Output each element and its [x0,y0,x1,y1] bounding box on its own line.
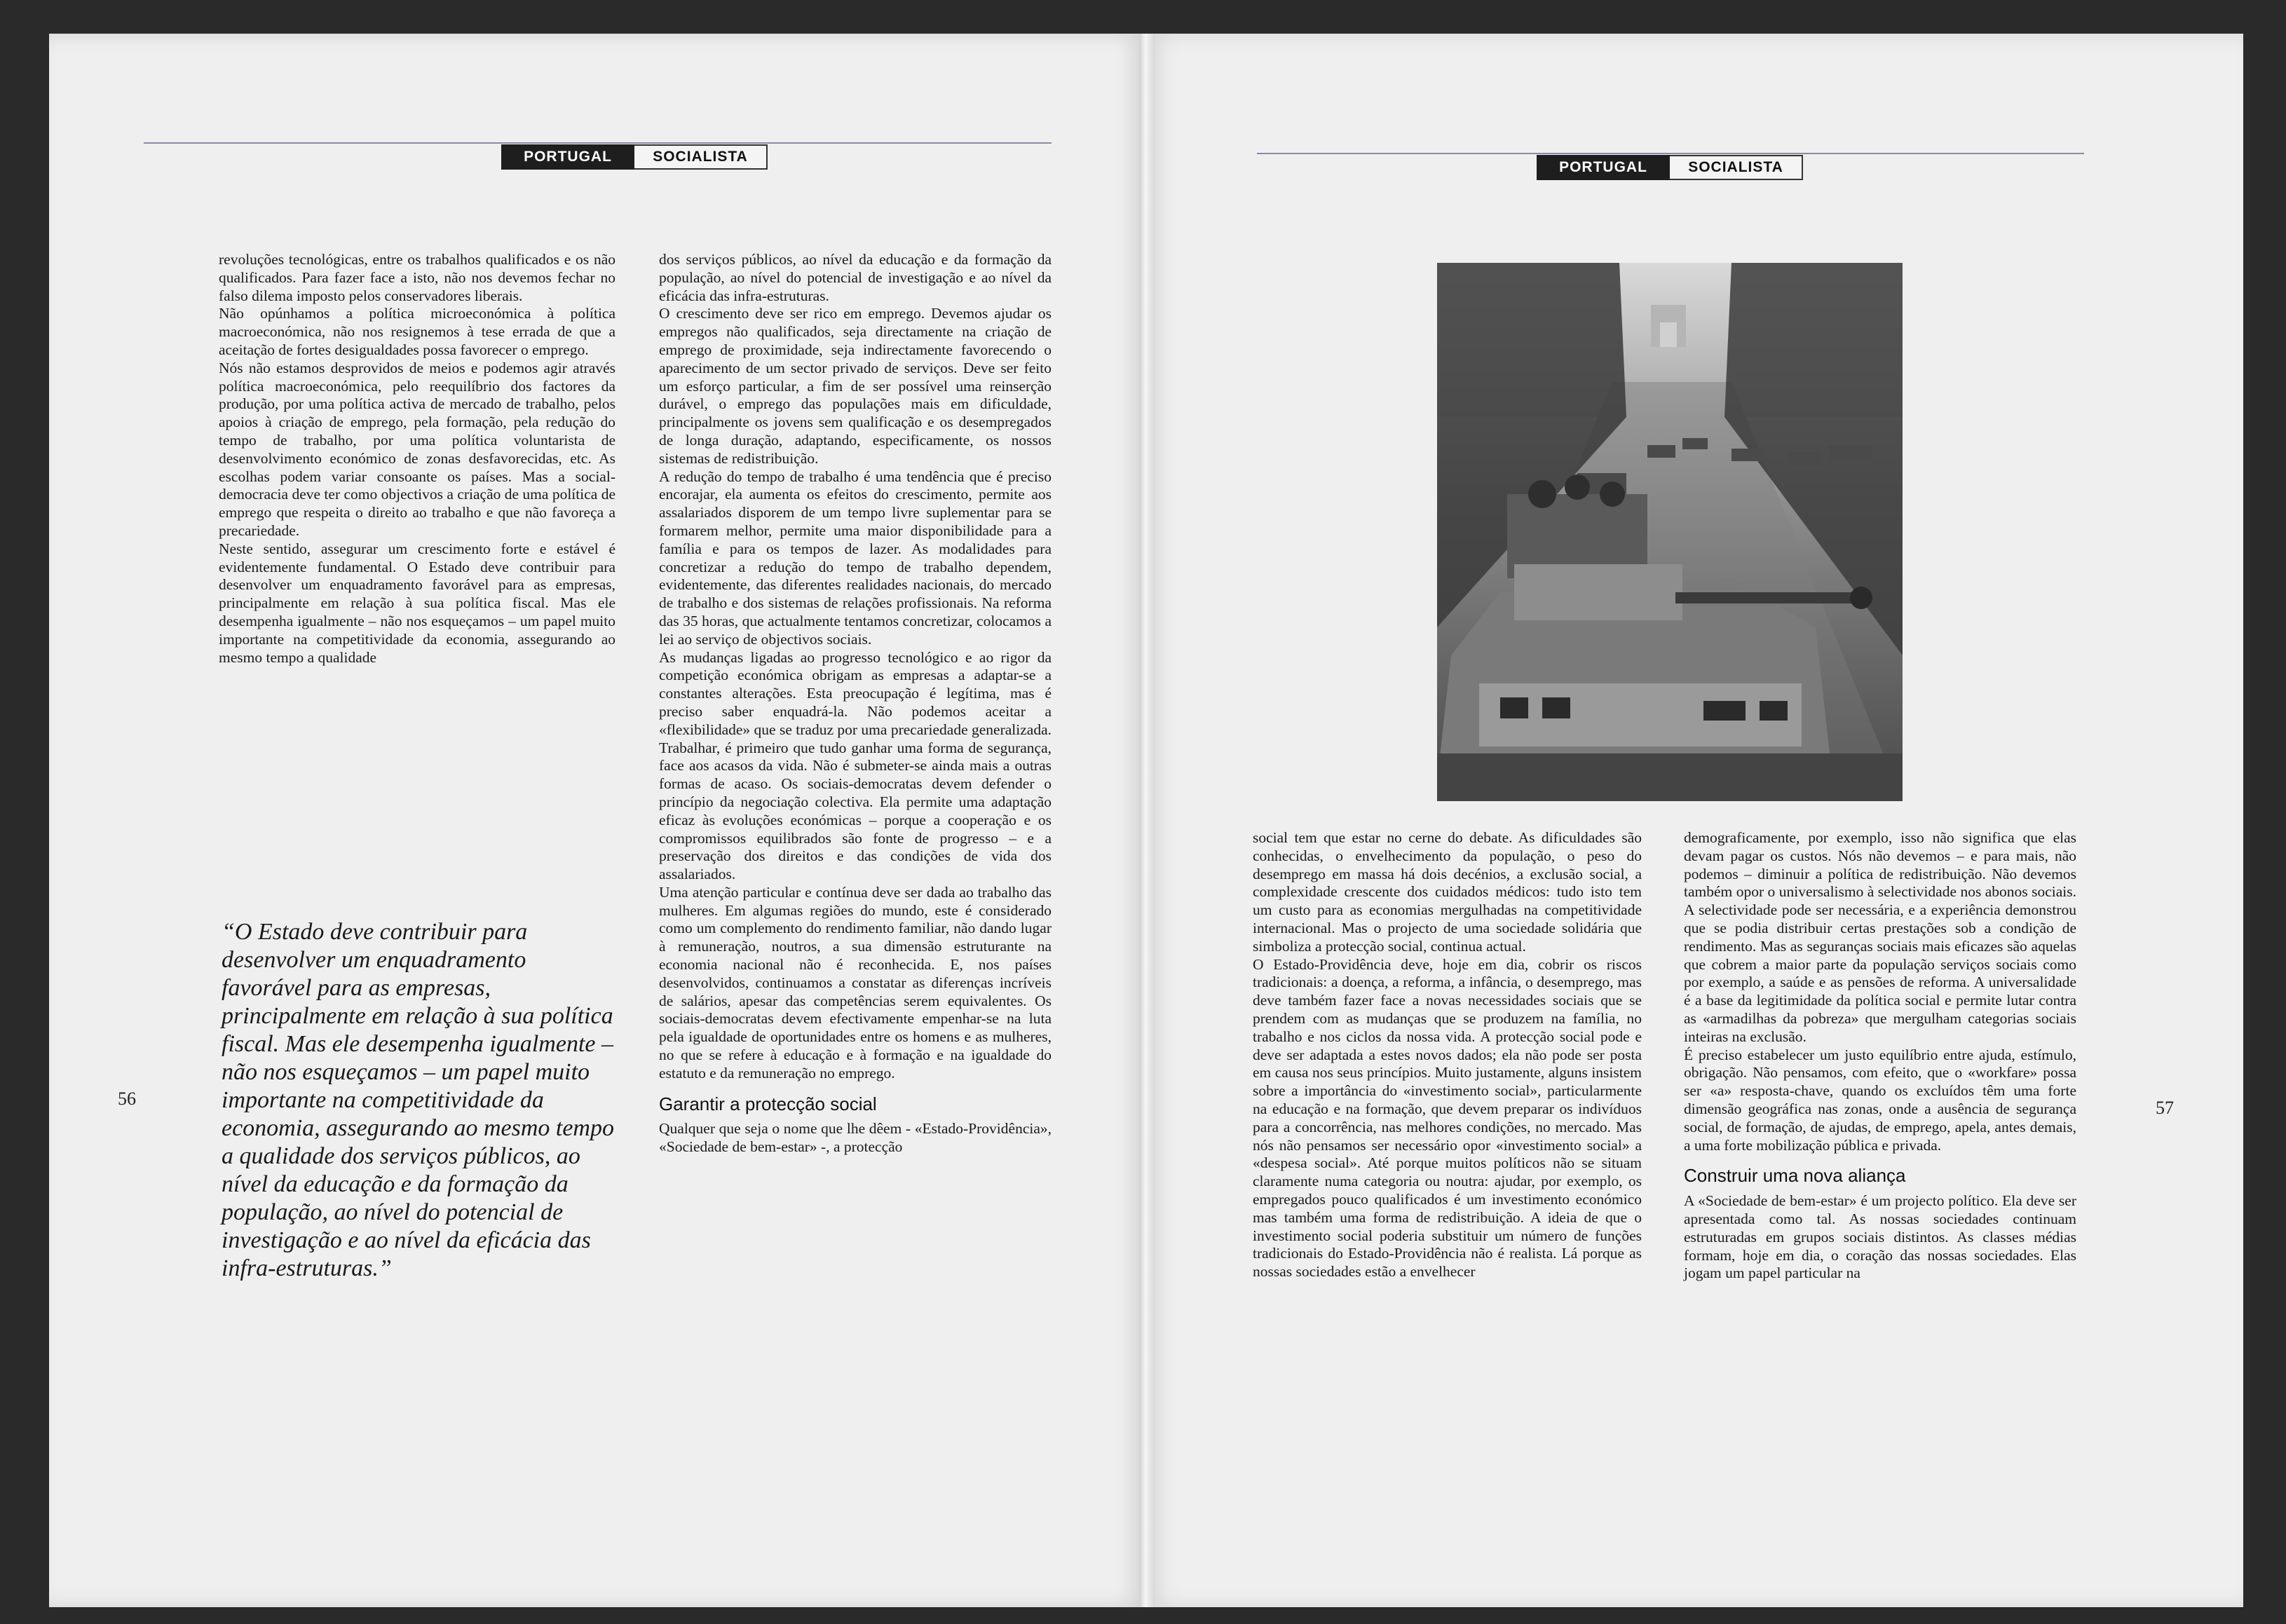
paragraph: As mudanças ligadas ao progresso tecnológico e ao rigor da competição económica obrigam as empresas a adaptar-se a constantes alterações. Esta preocupação é legítima, mas é preciso saber enquadrá-la. Não podemos aceitar a «flexibilidade» que se traduz por uma precariedade generalizada. Trabalhar, é primeiro que tudo ganhar uma forma de segurança, face aos acasos da vida. Não é submeter-se ainda mais a outras formas de acaso. Os sociais-democratas devem defender o princípio da negociação colectiva. Ela permite uma adaptação eficaz às evoluções económicas – porque a cooperação e os compromissos equilibrados são fonte de progresso – e a preservação dos direitos e das condições de vida dos assalariados. [659,648,1052,883]
right-column-2 [1684,829,2076,1283]
paragraph: A redução do tempo de trabalho é uma tendência que é preciso encorajar, ela aumenta os efeitos do crescimento, permite aos assalariados disporem de um tempo livre suplementar para se formarem melhor, permite uma maior disponibilidade para a família e para os tempos de lazer. As modalidades para concretizar a redução do tempo de trabalho dependem, evidentemente, das diferentes realidades nacionais, do mercado de trabalho e dos sistemas de relações profissionais. Na reforma das 35 horas, que actualmente tentamos concretizar, colocamos a lei ao serviço de objectivos sociais. [659,468,1052,648]
header-brand-portugal: PORTUGAL [1537,155,1670,180]
section-heading: Garantir a protecção social [659,1093,877,1114]
header-rule-left [144,142,1052,144]
paragraph: social tem que estar no cerne do debate. As dificuldades são conhecidas, o envelhecimento da população, o peso do desemprego em massa há dois decénios, a exclusão social, a complexidade crescente dos cuidados médicos: tudo isto tem um custo para as economias mergulhadas na competitividade internacional. Mas o projecto de uma sociedade solidária que simboliza a protecção social, continua actual. [1253,829,1642,955]
paragraph: demograficamente, por exemplo, isso não significa que elas devam pagar os custos. Nós não devemos – e para mais, não podemos – diminuir a política de redistribuição. Não devemos também opor o universalismo à selectividade nos abonos sociais. A selectividade pode ser necessária, e a experiência demonstrou que se podia distribuir certas prestações sob a condição de rendimento. Mas as seguranças sociais mais eficazes são aquelas que cobrem a maior parte da população serviços sociais como por exemplo, a saúde e as pensões de reforma. A universalidade é a base da legitimidade da política social e permite lutar contra as «armadilhas da pobreza» que mergulham categorias sociais inteiras na exclusão. [1684,829,2076,1045]
paragraph: A «Sociedade de bem-estar» é um projecto político. Ela deve ser apresentada como tal. As nossas sociedades continuam estruturadas em grupos sociais distintos. As classes médias formam, hoje em dia, o coração das nossas sociedades. Elas jogam um papel particular na [1684,1192,2076,1282]
paragraph: Qualquer que seja o nome que lhe dêem - «Estado-Providência», «Sociedade de bem-estar» -, a protecção [659,1120,1052,1156]
paragraph: O crescimento deve ser rico em emprego. Devemos ajudar os empregos não qualificados, seja directamente na criação de emprego de proximidade, seja indirectamente favorecendo o aparecimento de um sector privado de serviços. Deve ser feito um esforço particular, a fim de ser possível uma reinserção durável, o emprego das populações mais em dificuldade, principalmente os jovens sem qualificação e os desempregados de longa duração, adaptando, especificamente, os nossos sistemas de redistribuição. [659,305,1052,467]
header-brand-socialista: SOCIALISTA [1670,155,1803,180]
paragraph: dos serviços públicos, ao nível da educação e da formação da população, ao nível do potencial de investigação e ao nível da eficácia das infra-estruturas. [659,251,1052,304]
header-rule-right [1257,153,2084,154]
left-column-1 [219,251,615,667]
paragraph: Nós não estamos desprovidos de meios e podemos agir através política macroeconómica, pelo reequilíbrio dos factores da produção, por uma política activa de mercado de trabalho, pelos apoios à criação de emprego, pela formação, pela redução do tempo de trabalho, por uma política voluntarista de desenvolvimento económico de zonas desfavorecidas, etc. As escolhas podem variar consoante os países. Mas a social-democracia deve ter como objectivos a criação de uma política de emprego que respeita o direito ao trabalho e que não favoreça a precariedade. [219,359,615,539]
paragraph: O Estado-Providência deve, hoje em dia, cobrir os riscos tradicionais: a doença, a reforma, a infância, o desemprego, mas deve também fazer face a novas necessidades sociais que se prendem com as mudanças que se produzem na família, no trabalho e nos ciclos da nossa vida. A protecção social pode e deve ser adaptada a estes novos dados; ela não pode ser posta em causa nos seus princípios. Muito justamente, alguns insistem sobre a importância do «investimento social», particularmente na educação e na formação, que devem preparar os indivíduos para a concorrência, nas melhores condições, no mercado. Mas nós não pensamos ser necessário opor «investimento social» a «despesa social». Até porque muitos políticos não se situam claramente numa categoria ou noutra: ajudar, por exemplo, os empregados pouco qualificados é um investimento económico mas também uma forma de redistribuição. A ideia de que o investimento social poderia substituir um número de funções tradicionais do Estado-Providência não é realista. Lá porque as nossas sociedades estão a envelhecer [1253,955,1642,1281]
paragraph: Neste sentido, assegurar um crescimento forte e estável é evidentemente fundamental. O Estado deve contribuir para desenvolver um enquadramento favorável para as empresas, principalmente em relação à sua política fiscal. Mas ele desempenha igualmente – não nos esqueçamos – um papel muito importante na competitividade da economia, assegurando ao mesmo tempo a qualidade [219,540,615,666]
right-column-1 [1253,829,1642,1281]
paragraph: Não opúnhamos a política microeconómica à política macroeconómica, não nos resignemos à tese errada de que a aceitação de fortes desigualdades possa favorecer o emprego. [219,305,615,358]
left-column-2 [659,251,1052,1156]
pull-quote: “O Estado deve contribuir para desenvolver um enquadramento favorável para as empresas, principalmente em relação à sua política fiscal. Mas ele desempenha igualmente – não nos esqueçamos – um papel muito importante na competitividade da economia, assegurando ao mesmo tempo a qualidade dos serviços públicos, ao nível da educação e da formação da população, ao nível do potencial de investigação e ao nível da eficácia das infra-estruturas.” [222,919,614,1281]
tank-parade-photo [1437,263,1903,801]
page-number-right: 57 [2156,1098,2174,1118]
header-left [501,144,768,170]
header-brand-portugal: PORTUGAL [501,144,634,170]
header-brand-socialista: SOCIALISTA [634,144,768,170]
header-right [1537,155,1803,180]
spine-gutter [1139,34,1155,1607]
section-heading: Construir uma nova aliança [1684,1165,1906,1187]
paragraph: É preciso estabelecer um justo equilíbrio entre ajuda, estímulo, obrigação. Não pensamos, com efeito, que o «workfare» possa ser «a» resposta-chave, quando os excluídos têm uma forte dimensão geográfica nas zonas, onde a ausência de segurança social, de formação, de ajudas, de emprego, apela, antes demais, a uma forte mobilização pública e privada. [1684,1046,2076,1154]
page-number-left: 56 [118,1089,136,1109]
paragraph: revoluções tecnológicas, entre os trabalhos qualificados e os não qualificados. Para fazer face a isto, não nos devemos fechar no falso dilema imposto pelos conservadores liberais. [219,251,615,304]
paragraph: Uma atenção particular e contínua deve ser dada ao trabalho das mulheres. Em algumas regiões do mundo, este é considerado como um complemento do rendimento familiar, não dando lugar à remuneração, noutros, a sua dimensão estruturante na economia nacional não é reconhecida. E, nos países desenvolvidos, continuamos a constatar as diferenças incríveis de salários, apesar das competências serem equivalentes. Os sociais-democratas devem efectivamente empenhar-se na luta pela igualdade de oportunidades entre os homens e as mulheres, no que se refere à educação e à formação e na igualdade do estatuto e da remuneração no emprego. [659,883,1052,1081]
